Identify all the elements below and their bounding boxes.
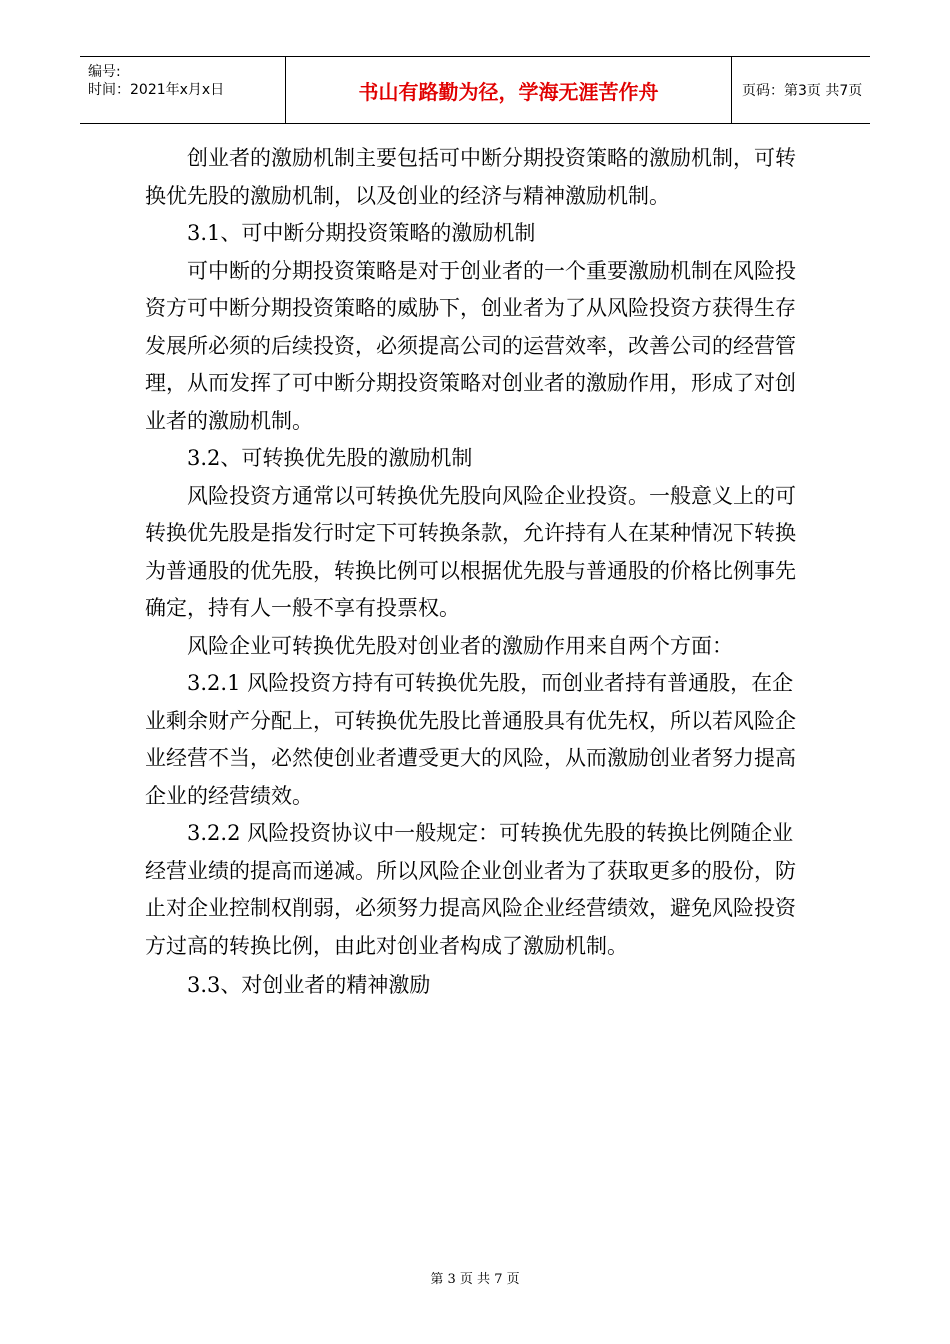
header-page-info: 页码：第3页 共7页 [742, 83, 863, 99]
header-motto: 书山有路勤为径，学海无涯苦作舟 [285, 57, 732, 123]
section-heading-3-2: 3.2、可转换优先股的激励机制 [187, 446, 473, 470]
document-number-label: 编号: [88, 64, 121, 80]
page-header [80, 56, 870, 124]
page-footer: 第 3 页 共 7 页 [430, 1272, 520, 1287]
document-time-label: 时间：2021年x月x日 [88, 82, 225, 98]
paragraph-intro: 创业者的激励机制主要包括可中断分期投资策略的激励机制，可转换优先股的激励机制，以及创业的经济与精神激励机制。 [145, 146, 796, 208]
document-body [145, 140, 805, 1005]
paragraph-3-2-aspects: 风险企业可转换优先股对创业者的激励作用来自两个方面： [187, 633, 733, 658]
section-heading-3-3: 3.3、对创业者的精神激励 [187, 973, 431, 997]
section-heading-3-1: 3.1、可中断分期投资策略的激励机制 [187, 221, 536, 245]
paragraph-3-1: 可中断的分期投资策略是对于创业者的一个重要激励机制在风险投资方可中断分期投资策略的威胁下，创业者为了从风险投资方获得生存发展所必须的后续投资，必须提高公司的运营效率，改善公司的经营管理，从而发挥了可中断分期投资策略对创业者的激励作用，形成了对创业者的激励机制。 [145, 258, 796, 433]
paragraph-3-2-2: 3.2.2 风险投资协议中一般规定：可转换优先股的转换比例随企业经营业绩的提高而递减。所以风险企业创业者为了获取更多的股份，防止对企业控制权削弱，必须努力提高风险企业经营绩效，避免风险投资方过高的转换比例，由此对创业者构成了激励机制。 [145, 821, 796, 958]
paragraph-3-2-1: 3.2.1 风险投资方持有可转换优先股，而创业者持有普通股，在企业剩余财产分配上，可转换优先股比普通股具有优先权，所以若风险企业经营不当，必然使创业者遭受更大的风险，从而激励创业者努力提高企业的经营绩效。 [145, 671, 796, 808]
header-meta [88, 63, 224, 99]
paragraph-3-2: 风险投资方通常以可转换优先股向风险企业投资。一般意义上的可转换优先股是指发行时定下可转换条款，允许持有人在某种情况下转换为普通股的优先股，转换比例可以根据优先股与普通股的价格比例事先确定，持有人一般不享有投票权。 [145, 483, 796, 620]
